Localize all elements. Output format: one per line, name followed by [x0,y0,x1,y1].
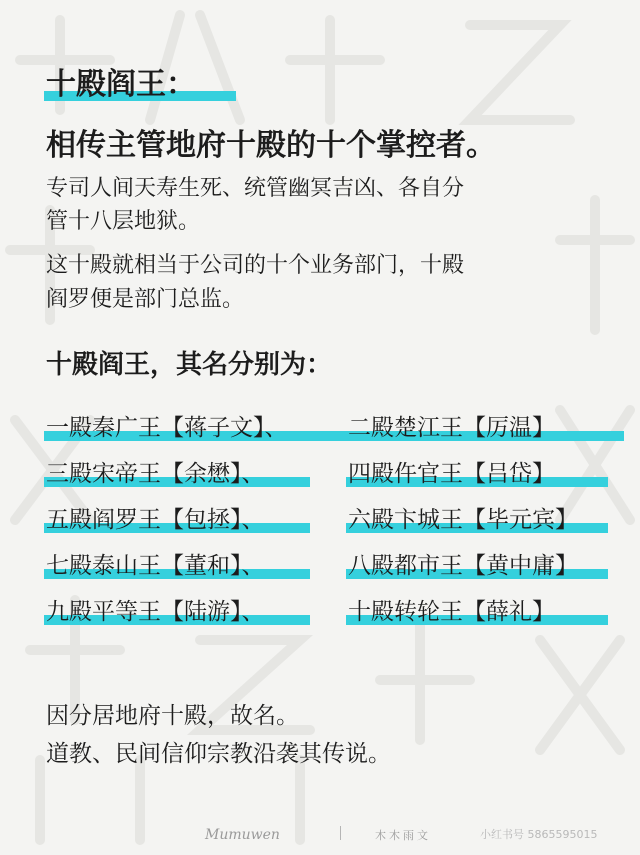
king-2: 二殿楚江王【厉温】 [348,415,555,441]
paragraph-1-line-1: 专司人间天寿生死、统管幽冥吉凶、各自分 [46,176,465,201]
king-1: 一殿秦广王【蒋子文】、 [46,415,288,441]
platform-watermark: 小红书号 5865595015 [480,828,598,841]
king-10: 十殿转轮王【薛礼】 [348,599,555,625]
king-6: 六殿卞城王【毕元宾】 [348,507,578,533]
paragraph-2-line-2: 阎罗便是部门总监。 [46,287,245,312]
subheading: 十殿阎王，其名分别为： [46,350,333,380]
king-4: 四殿仵官王【吕岱】 [348,461,555,487]
king-8: 八殿都市王【黄中庸】 [348,553,578,579]
footer-divider [340,826,341,840]
brand-name: 木木雨文 [375,829,431,842]
closing-line-1: 因分居地府十殿，故名。 [46,703,299,729]
king-5: 五殿阎罗王【包拯】、 [46,507,265,533]
author-signature: Mumuwen [205,827,280,843]
paragraph-1-line-2: 管十八层地狱。 [46,209,201,234]
closing-line-2: 道教、民间信仰宗教沿袭其传说。 [46,741,391,767]
headline: 相传主管地府十殿的十个掌控者。 [46,128,496,163]
king-7: 七殿泰山王【董和】、 [46,553,265,579]
title: 十殿阎王： [46,67,196,102]
king-3: 三殿宋帝王【余懋】、 [46,461,265,487]
king-9: 九殿平等王【陆游】、 [46,599,265,625]
paragraph-2-line-1: 这十殿就相当于公司的十个业务部门，十殿 [46,253,465,278]
